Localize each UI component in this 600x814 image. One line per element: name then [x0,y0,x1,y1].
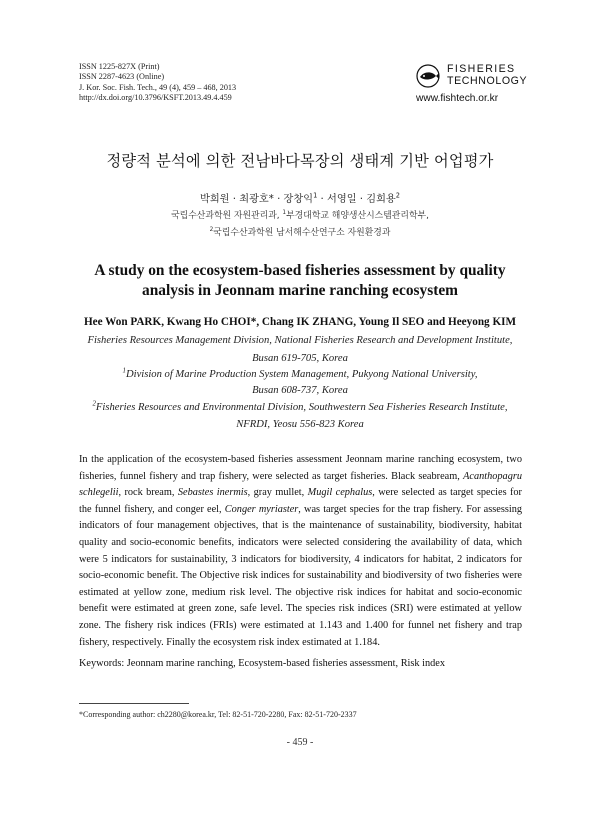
korean-authors: 박희원 · 최광호* · 장창익$^1$ · 서영일 · 김희용$^2$ [199,191,400,205]
journal-url[interactable]: www.fishtech.or.kr [416,93,499,104]
logo-word-technology: TECHNOLOGY [447,75,528,87]
korean-affiliation-1: 국립수산과학원 자원관리과, $^1$부경대학교 해양생산시스템관리학부, [171,210,429,221]
english-affiliation-1-line-2: Busan 619-705, Korea [252,353,348,364]
doi-link[interactable]: http://dx.doi.org/10.3796/KSFT.2013.49.4.459 [79,93,232,103]
abstract: In the application of the ecosystem-based fisheries assessment Jeonnam marine ranching ecosystem, two fisheries, funnel fishery and trap fishery, were selected as target fisheries. Black seabream, Acanthopagru schlegelii, rock bream, Sebastes inermis, gray mullet, Mugil cephalus, were selected as target species for the funnel fishery, and conger eel, Conger myriaster, was target species for the trap fishery. For assessing indicators of four management objectives, that is the maintenance of sustainability, biodiversity, habitat quality and socio-economic benefits, indicators were selected considering the availability of data, which were 5 indicators for sustainability, 3 indicators for biodiversity, 4 indicators for habitat, 2 indicators for socio-economic benefit. The Objective risk indices for sustainability and biodiversity of two fisheries were estimated at yellow zone, medium risk level. The objective risk indices for habitat and socio-economic benefit were estimated at green zone, safe level. The species risk indices (SRI) were estimated at yellow zone. The fishery risk indices (FRIs) were estimated at 1.143 and 1.400 for funnel net fishery and trap fishery, respectively. Finally the ecosystem risk index estimated at 1.184. [79,454,522,648]
species-name: Acanthopagru schlegelii [79,470,522,499]
keywords: Keywords: Jeonnam marine ranching, Ecosystem-based fisheries assessment, Risk index [79,658,446,669]
english-affiliation-1-line-1: Fisheries Resources Management Division, National Fisheries Research and Development Institute, [87,335,513,346]
korean-title: 정량적 분석에 의한 전남바다목장의 생태계 기반 어업평가 [106,152,494,170]
korean-affiliation-2: $^2$국립수산과학원 남서해수산연구소 자원환경과 [209,227,391,238]
corresponding-author-footnote: *Corresponding author: ch2280@korea.kr, Tel: 82-51-720-2280, Fax: 82-51-720-2337 [79,710,357,719]
footnote-divider [79,703,189,704]
english-affiliation-2-line-1: $^1$Division of Marine Production System Management, Pukyong National University, [122,367,478,380]
english-authors: Hee Won PARK, Kwang Ho CHOI*, Chang IK ZHANG, Young Il SEO and Heeyong KIM [83,316,517,328]
journal-metadata [79,62,236,104]
english-title-line-1: A study on the ecosystem-based fisheries assessment by quality [94,262,506,279]
citation: J. Kor. Soc. Fish. Tech., 49 (4), 459 – 468, 2013 [79,82,237,92]
issn-online: ISSN 2287-4623 (Online) [79,72,165,82]
english-affiliation-3-line-2: NFRDI, Yeosu 556-823 Korea [236,419,364,430]
english-affiliation-3-line-1: $^2$Fisheries Resources and Environmental Division, Southwestern Sea Fisheries Research Institute, [92,400,508,413]
species-name: Conger myriaster [224,503,299,515]
english-title-line-2: analysis in Jeonnam marine ranching ecosystem [142,282,458,299]
journal-logo [410,60,530,106]
species-name: Sebastes inermis [177,487,248,499]
fisheries-technology-logo-icon [416,64,440,88]
english-affiliation-2-line-2: Busan 608-737, Korea [252,385,348,396]
species-name: Mugil cephalus [307,487,373,499]
issn-print: ISSN 1225-827X (Print) [79,62,160,71]
logo-word-fisheries: FISHERIES [447,63,516,75]
page-number: - 459 - [286,737,314,748]
